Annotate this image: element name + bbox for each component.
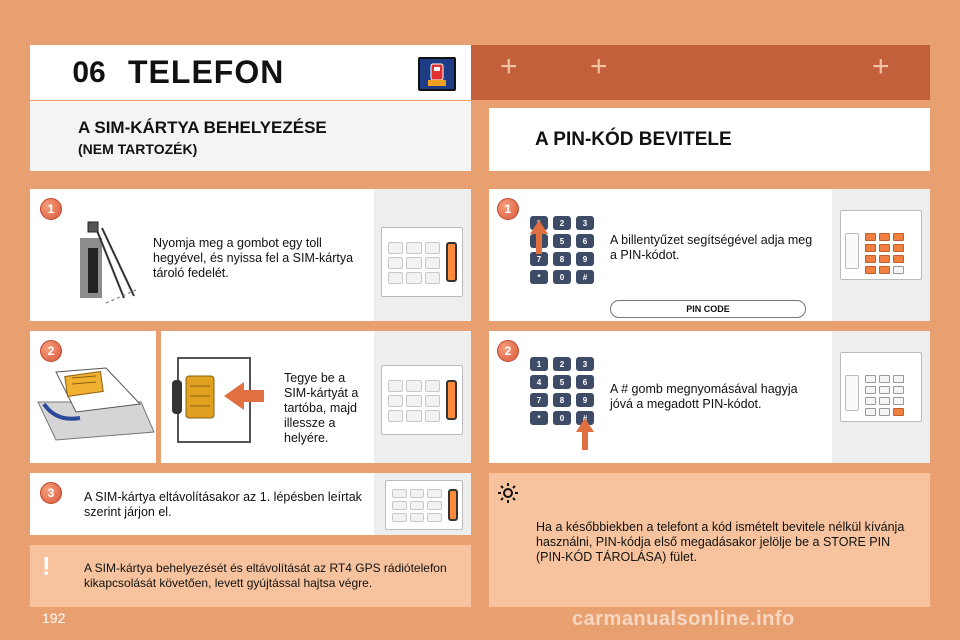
header-right-band: [471, 45, 930, 100]
pin-code-field: PIN CODE: [610, 300, 806, 318]
keypad-key: 6: [576, 375, 594, 389]
keypad-key: 1: [530, 216, 548, 230]
keypad-key: 0: [553, 411, 571, 425]
left-step-1-text: Nyomja meg a gombot egy toll hegyével, és nyissa fel a SIM-kártya tároló fedelét.: [153, 236, 354, 280]
radio-console-illustration: [381, 365, 463, 435]
watermark: carmanualsonline.info: [572, 608, 795, 630]
decorative-plus: +: [500, 50, 518, 83]
decorative-plus: +: [590, 50, 608, 83]
left-section-subtitle: (NEM TARTOZÉK): [78, 141, 198, 157]
arrow-up-icon: [530, 220, 548, 254]
sim-slot-highlight: [446, 242, 457, 282]
keypad-key: 7: [530, 393, 548, 407]
step-badge-left-2: 2: [40, 340, 62, 362]
sim-insert-illustration: [168, 350, 268, 450]
keypad-key: 8: [553, 252, 571, 266]
warning-text: A SIM-kártya behelyezését és eltávolítását az RT4 GPS rádiótelefon kikapcsolását követően, levett gyújtással hajtsa végre.: [84, 561, 447, 590]
keypad-key: 8: [553, 393, 571, 407]
exclamation-icon: !: [42, 551, 51, 581]
keypad-key: 6: [576, 234, 594, 248]
keypad-illustration: [530, 357, 594, 425]
keypad-key: 0: [553, 270, 571, 284]
phone-chapter-icon: [418, 57, 456, 91]
keypad-key: 7: [530, 252, 548, 266]
keypad-key: #: [576, 411, 594, 425]
right-step-1-text: A billentyűzet segítségével adja meg a PIN-kódot.: [610, 233, 813, 262]
keypad-key: 3: [576, 216, 594, 230]
radio-console-keypad-illustration: [840, 352, 922, 422]
left-step-2-text: Tegye be a SIM-kártyát a tartóba, majd illessze a helyére.: [284, 371, 359, 445]
keypad-key: 2: [553, 216, 571, 230]
keypad-key: 4: [530, 375, 548, 389]
decorative-plus: +: [872, 50, 890, 83]
sim-tray-illustration: [36, 362, 156, 444]
keypad-key: 9: [576, 393, 594, 407]
lightbulb-icon: [497, 482, 519, 504]
chapter-title: TELEFON: [128, 54, 285, 90]
left-step-3-text: A SIM-kártya eltávolításakor az 1. lépésben leírtak szerint járjon el.: [84, 490, 362, 519]
chapter-number: 06: [60, 52, 118, 94]
keypad-key: 2: [553, 357, 571, 371]
keypad-key: 3: [576, 357, 594, 371]
keypad-key: *: [530, 270, 548, 284]
keypad-key: #: [576, 270, 594, 284]
keypad-key: *: [530, 411, 548, 425]
radio-console-illustration: [385, 480, 463, 530]
sim-slot-highlight: [446, 380, 457, 420]
step-badge-right-2: 2: [497, 340, 519, 362]
step-badge-left-3: 3: [40, 482, 62, 504]
tip-text: Ha a későbbiekben a telefont a kód ismételt bevitele nélkül kívánja használni, PIN-kódja első megadásakor jelölje be a STORE PIN (PIN-KÓD TÁROLÁSA) fület.: [536, 520, 905, 564]
keypad-key: 5: [553, 375, 571, 389]
page-number: 192: [42, 610, 66, 626]
left-section-title: A SIM-KÁRTYA BEHELYEZÉSE: [78, 118, 327, 137]
step-badge-left-1: 1: [40, 198, 62, 220]
keypad-key: 5: [553, 234, 571, 248]
radio-console-keypad-illustration: [840, 210, 922, 280]
keypad-key: 1: [530, 357, 548, 371]
sim-slot-highlight: [448, 489, 458, 521]
keypad-key: 9: [576, 252, 594, 266]
arrow-up-icon: [576, 418, 594, 450]
radio-console-illustration: [381, 227, 463, 297]
right-step-2-text: A # gomb megnyomásával hagyja jóvá a megadott PIN-kódot.: [610, 382, 798, 411]
right-section-title: A PIN-KÓD BEVITELE: [535, 129, 732, 150]
step-badge-right-1: 1: [497, 198, 519, 220]
pen-press-illustration: [76, 218, 146, 313]
